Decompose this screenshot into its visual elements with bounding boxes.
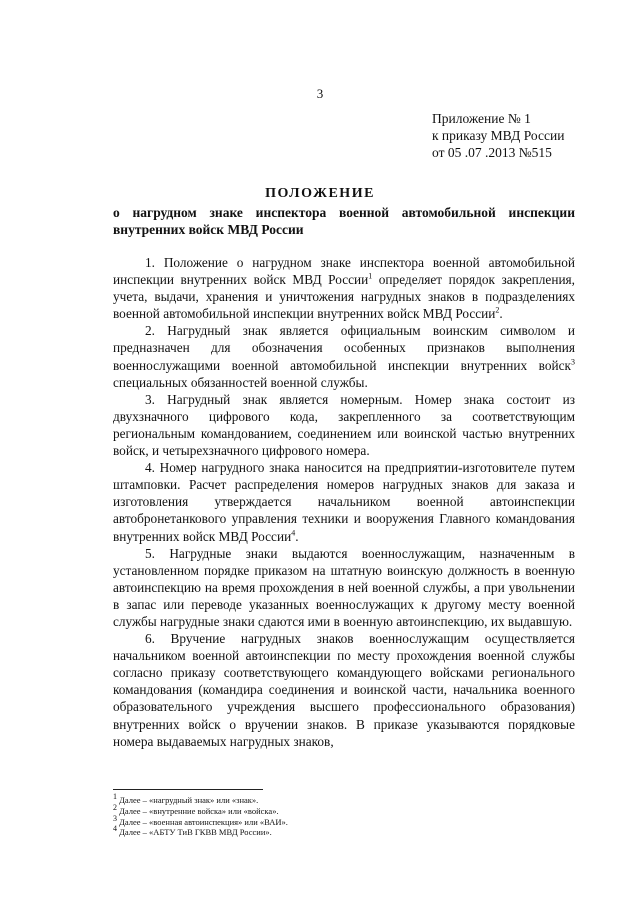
paragraph-4: 4. Номер нагрудного знака наносится на предприятии-изготовителе путем штамповки. Расчет распределения номеров нагрудных знаков для заказа и изготовления утверждается начальником военной автоинспекции автобронетанкового управления техники и вооружения Главного командования внутренних войск МВД России$^4$. (113, 460, 575, 544)
footnote-4: $^4$ Далее – «АБТУ ТиВ ГКВВ МВД России». (113, 824, 272, 838)
paragraph-5: 5. Нагрудные знаки выдаются военнослужащим, назначенным в установленном порядке приказом на штатную воинскую должность в военную автоинспекцию на время прохождения в ней военной службы, а при увольнении в запас или переводе указанных военнослужащих к другому месту военной службы нагрудные знаки сдаются ими в военную автоинспекцию, их выдавшую. (113, 545, 575, 629)
appendix-line-3: от 05 .07 .2013 №515 (432, 145, 552, 160)
appendix-line-1: Приложение № 1 (432, 111, 531, 126)
page-number: 3 (316, 86, 324, 101)
paragraph-6: 6. Вручение нагрудных знаков военнослужащим осуществляется начальником военной автоинспекции по месту прохождения военной службы согласно приказу соответствующего командующего войсками регионального командования (командира соединения и воинской части, начальника военного образовательного учреждения высшего профессионального образования) внутренних войск о вручении знаков. В приказе указываются порядковые номера выдаваемых нагрудных знаков, (113, 631, 575, 749)
footnote-ref-2: 2 (495, 305, 500, 315)
document-body (113, 254, 575, 750)
paragraph-2: 2. Нагрудный знак является официальным воинским символом и предназначен для обозначения особенных признаков выполнения военнослужащими военной автомобильной инспекции внутренних войск$^3$ специальных обязанностей военной службы. (113, 323, 575, 390)
footnote-divider (113, 789, 263, 790)
document-subtitle: о нагрудном знаке инспектора военной автомобильной инспекции внутренних войск МВД России (113, 205, 575, 237)
footnote-ref-4: 4 (291, 528, 296, 538)
document-title: ПОЛОЖЕНИЕ (265, 186, 375, 201)
footnote-3: $^3$ Далее – «военная автоинспекция» или «ВАИ». (113, 813, 288, 827)
footnote-1: $^1$ Далее – «нагрудный знак» или «знак». (113, 792, 259, 805)
footnote-ref-1: 1 (368, 271, 373, 281)
footnote-ref-3: 3 (571, 357, 575, 367)
footnotes (113, 792, 288, 838)
paragraph-1: 1. Положение о нагрудном знаке инспектора военной автомобильной инспекции внутренних войск МВД России$^1$ определяет порядок закрепления, учета, выдачи, хранения и уничтожения нагрудных знаков в подразделениях военной автомобильной инспекции внутренних войск МВД России$^2$. (113, 255, 575, 322)
paragraph-3: 3. Нагрудный знак является номерным. Номер знака состоит из двухзначного цифрового кода, закрепленного за соответствующим региональным командованием, соединением или воинской частью внутренних войск, и четырехзначного цифрового номера. (113, 391, 575, 459)
footnote-2: $^2$ Далее – «внутренние войска» или «войска». (113, 802, 279, 816)
appendix-line-2: к приказу МВД России (432, 128, 565, 143)
appendix-header (432, 110, 564, 161)
